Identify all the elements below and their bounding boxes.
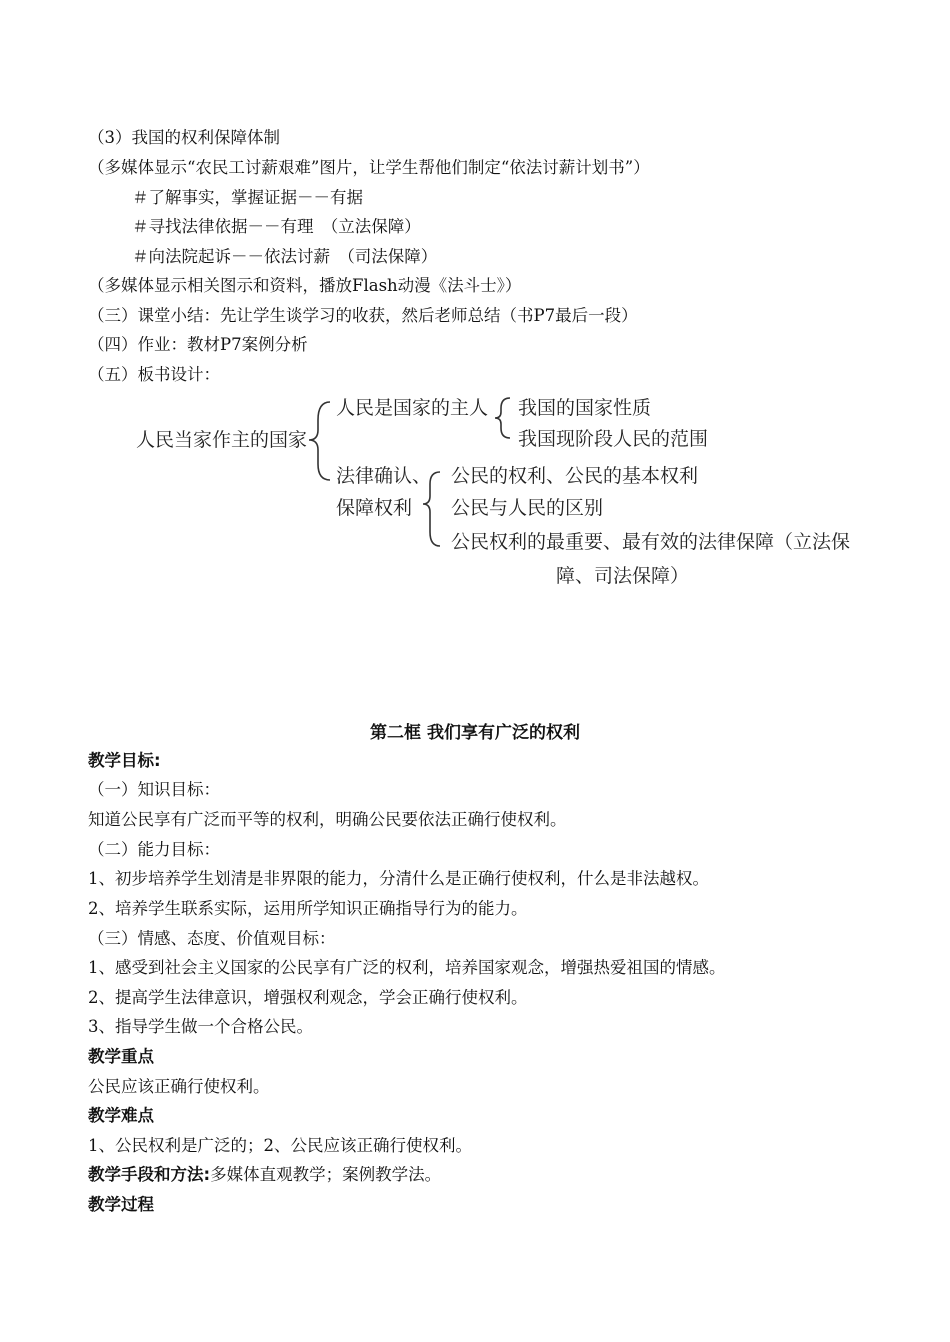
- heading: 教学目标:: [88, 751, 161, 770]
- diagram-item: 我国的国家性质: [518, 397, 652, 419]
- diagram-branch: 法律确认、: [336, 465, 432, 487]
- text-line: 2、培养学生联系实际，运用所学知识正确指导行为的能力。: [88, 899, 528, 918]
- text-line: （三）课堂小结：先让学生谈学习的收获，然后老师总结（书P7最后一段）: [88, 306, 638, 325]
- method-line: [88, 1163, 441, 1187]
- section-title: 第二框 我们享有广泛的权利: [370, 723, 580, 743]
- text-line: 1、公民权利是广泛的；2、公民应该正确行使权利。: [88, 1136, 472, 1155]
- text-line: （五）板书设计：: [88, 365, 220, 384]
- text-line: 1、感受到社会主义国家的公民享有广泛的权利，培养国家观念，增强热爱祖国的情感。: [88, 958, 726, 977]
- diagram-item: 我国现阶段人民的范围: [518, 428, 709, 450]
- heading: 教学过程: [88, 1195, 154, 1214]
- text-line: （三）情感、态度、价值观目标：: [88, 929, 336, 948]
- text-line: 1、初步培养学生划清是非界限的能力，分清什么是正确行使权利，什么是非法越权。: [88, 869, 709, 888]
- diagram-item: 公民的权利、公民的基本权利: [451, 465, 699, 487]
- heading: 教学手段和方法:: [88, 1165, 211, 1184]
- text-value: 多媒体直观教学；案例教学法。: [210, 1165, 442, 1184]
- diagram-branch: 保障权利: [336, 497, 413, 519]
- text-line: 2、提高学生法律意识，增强权利观念，学会正确行使权利。: [88, 988, 528, 1007]
- text-line: ＃向法院起诉－－依法讨薪 （司法保障）: [132, 247, 438, 266]
- text-line: （四）作业：教材P7案例分析: [88, 335, 308, 354]
- diagram-branch: 人民是国家的主人: [336, 397, 489, 419]
- text-line: （二）能力目标：: [88, 840, 220, 859]
- text-line: 公民应该正确行使权利。: [88, 1077, 270, 1096]
- diagram-item: 公民与人民的区别: [451, 497, 604, 519]
- text-line: （多媒体显示相关图示和资料，播放Flash动漫《法斗士》）: [88, 276, 522, 295]
- text-line: 3、指导学生做一个合格公民。: [88, 1017, 313, 1036]
- text-line: ＃了解事实，掌握证据－－有据: [132, 188, 363, 207]
- text-line: （一）知识目标：: [88, 780, 220, 799]
- diagram-root: 人民当家作主的国家: [136, 429, 308, 451]
- blackboard-diagram: [0, 380, 950, 590]
- diagram-item: 障、司法保障）: [556, 565, 690, 587]
- heading: 教学重点: [88, 1047, 154, 1066]
- text-line: （3）我国的权利保障体制: [88, 128, 280, 147]
- text-line: 知道公民享有广泛而平等的权利，明确公民要依法正确行使权利。: [88, 810, 567, 829]
- diagram-item: 公民权利的最重要、最有效的法律保障（立法保: [451, 531, 851, 553]
- heading: 教学难点: [88, 1106, 154, 1125]
- text-line: ＃寻找法律依据－－有理 （立法保障）: [132, 217, 421, 236]
- text-line: （多媒体显示“农民工讨薪艰难”图片，让学生帮他们制定“依法讨薪计划书”）: [88, 158, 650, 177]
